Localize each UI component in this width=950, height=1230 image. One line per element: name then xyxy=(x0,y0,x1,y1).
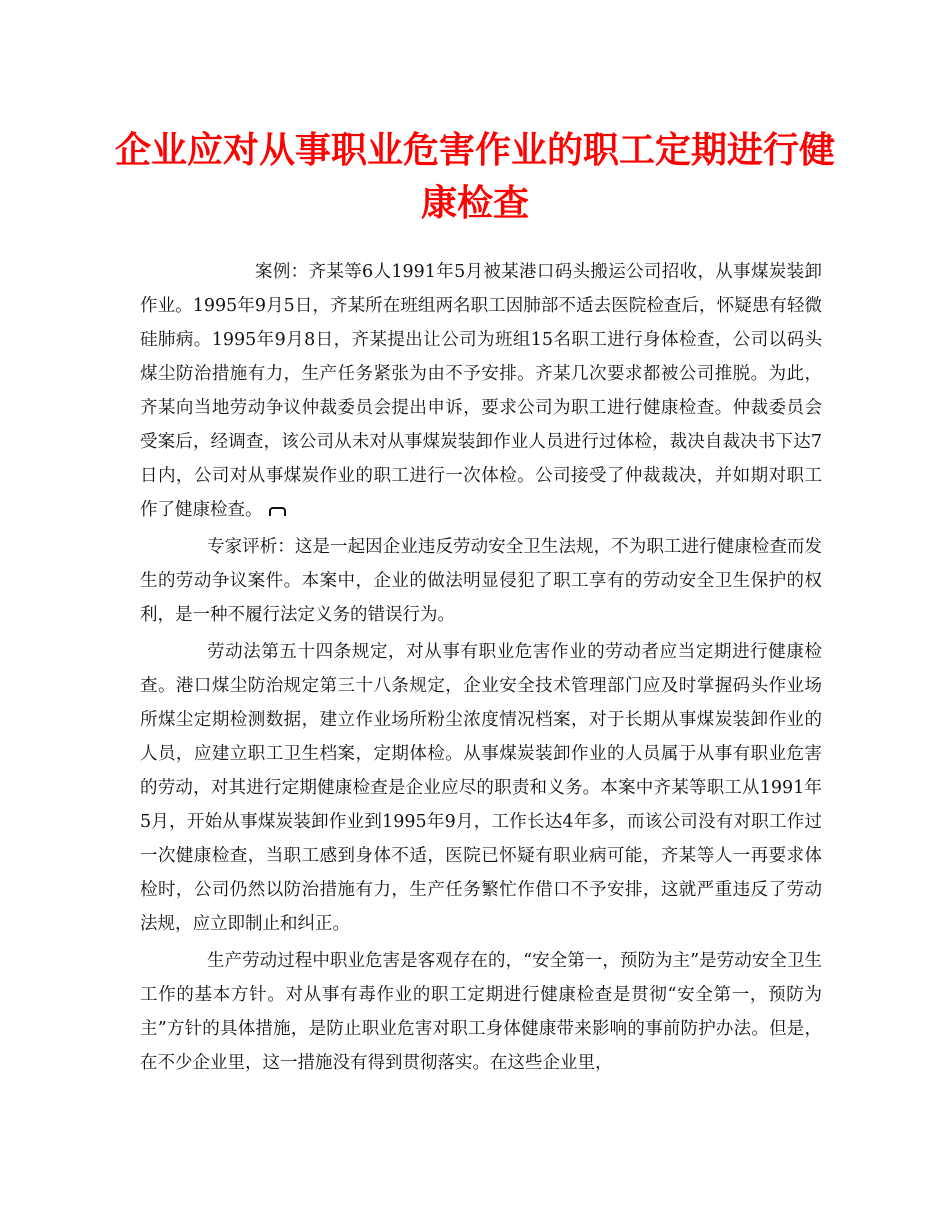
document-body xyxy=(140,255,822,1083)
paragraph-end-mark-icon xyxy=(269,507,286,516)
paragraph-case-text: 案例：齐某等6人1991年5月被某港口码头搬运公司招收，从事煤炭装卸作业。1995年9月5日，齐某所在班组两名职工因肺部不适去医院检查后，怀疑患有轻微硅肺病。1995年9月8日，齐某提出让公司为班组15名职工进行身体检查，公司以码头煤尘防治措施有力，生产任务紧张为由不予安排。齐某几次要求都被公司推脱。为此，齐某向当地劳动争议仲裁委员会提出申诉，要求公司为职工进行健康检查。仲裁委员会受案后，经调查，该公司从未对从事煤炭装卸作业人员进行过体检，裁决自裁决书下达7日内，公司对从事煤炭作业的职工进行一次体检。公司接受了仲裁裁决，并如期对职工作了健康检查。 xyxy=(140,262,822,520)
document-title: 企业应对从事职业危害作业的职工定期进行健康检查 xyxy=(114,129,835,224)
paragraph-case xyxy=(140,255,822,527)
paragraph-prevention: 生产劳动过程中职业危害是客观存在的，“安全第一，预防为主”是劳动安全卫生工作的基本方针。对从事有毒作业的职工定期进行健康检查是贯彻“安全第一，预防为主”方针的具体措施，是防止职业危害对职工身体健康带来影响的事前防护办法。但是，在不少企业里，这一措施没有得到贯彻落实。在这些企业里， xyxy=(140,951,822,1073)
paragraph-expert-review: 专家评析：这是一起因企业违反劳动安全卫生法规，不为职工进行健康检查而发生的劳动争议案件。本案中，企业的做法明显侵犯了职工享有的劳动安全卫生保护的权利，是一种不履行法定义务的错误行为。 xyxy=(140,537,822,625)
paragraph-law-provisions: 劳动法第五十四条规定，对从事有职业危害作业的劳动者应当定期进行健康检查。港口煤尘防治规定第三十八条规定，企业安全技术管理部门应及时掌握码头作业场所煤尘定期检测数据，建立作业场所粉尘浓度情况档案，对于长期从事煤炭装卸作业的人员，应建立职工卫生档案，定期体检。从事煤炭装卸作业的人员属于从事有职业危害的劳动，对其进行定期健康检查是企业应尽的职责和义务。本案中齐某等职工从1991年5月，开始从事煤炭装卸作业到1995年9月，工作长达4年多，而该公司没有对职工作过一次健康检查，当职工感到身体不适，医院已怀疑有职业病可能，齐某等人一再要求体检时，公司仍然以防治措施有力，生产任务繁忙作借口不予安排，这就严重违反了劳动法规，应立即制止和纠正。 xyxy=(140,642,822,934)
